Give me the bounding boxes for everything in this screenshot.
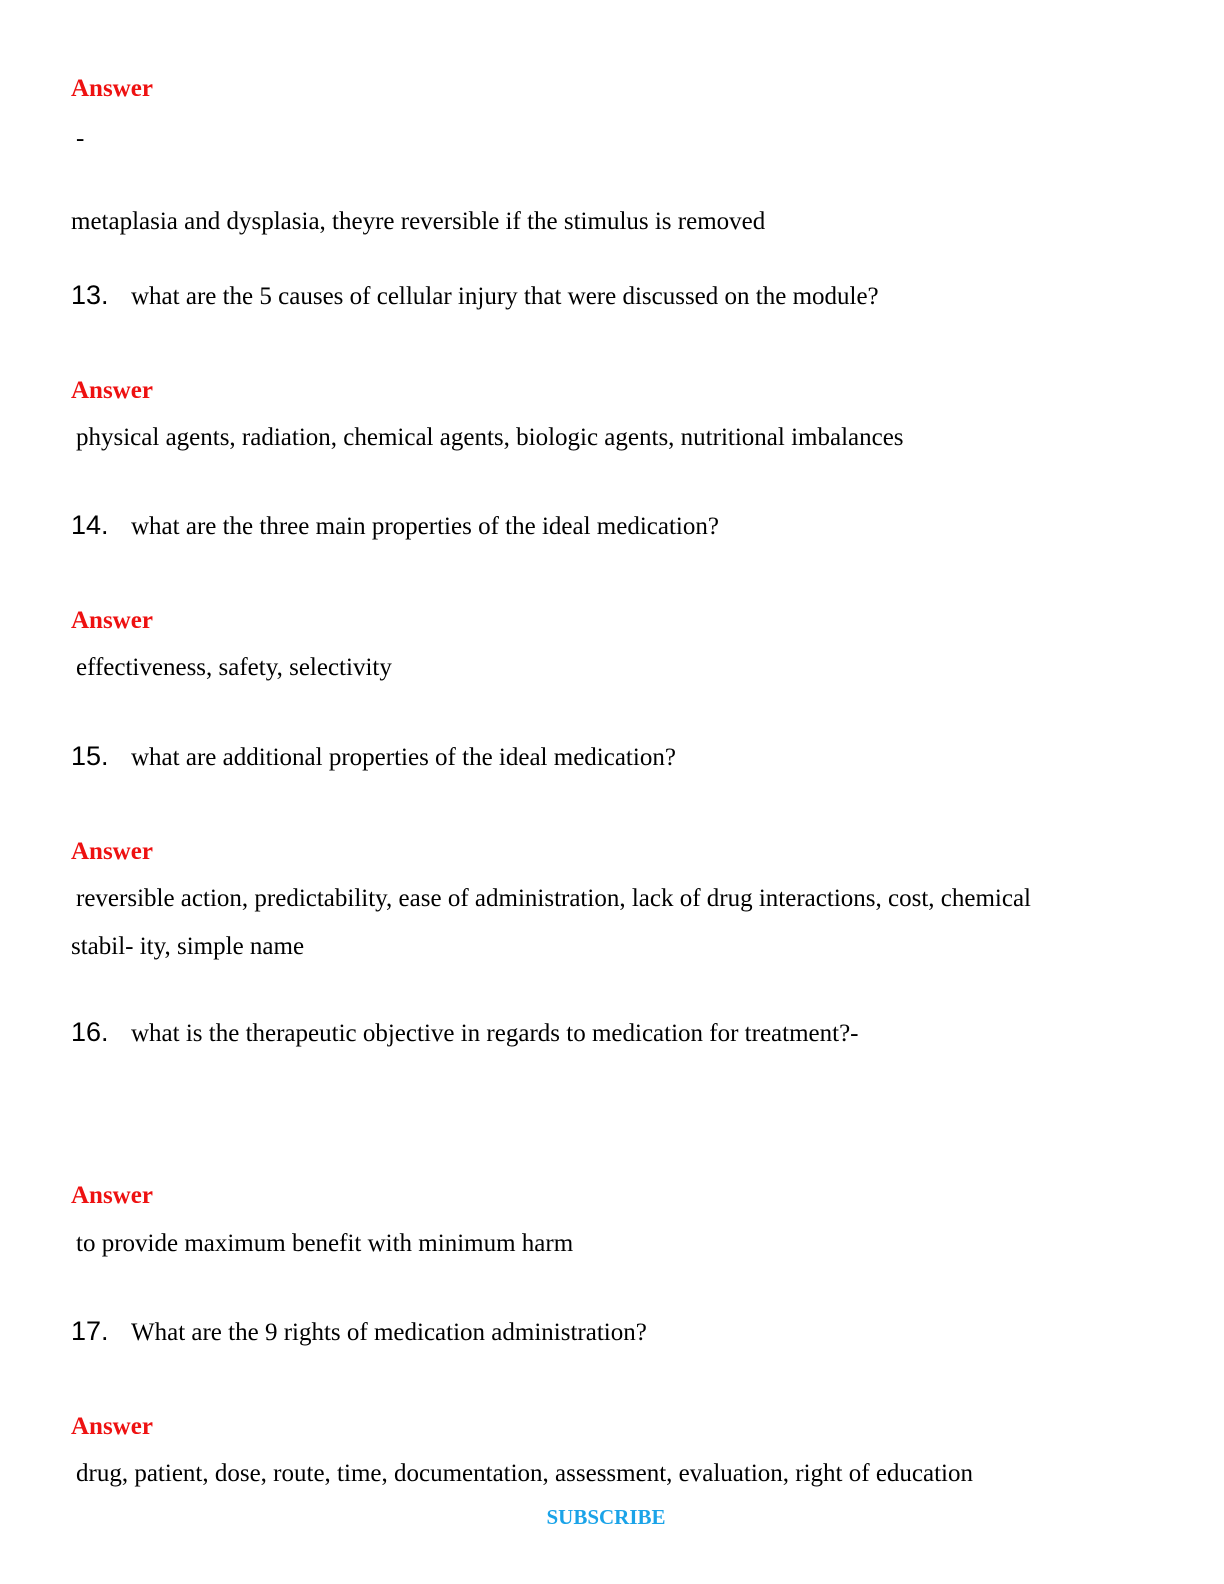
question-number: 15.	[71, 741, 109, 771]
answer-text: drug, patient, dose, route, time, documentation, assessment, evaluation, right of education	[76, 1460, 973, 1487]
question-16	[71, 1017, 859, 1049]
answer-label: Answer	[71, 838, 153, 865]
answer-label: Answer	[71, 1413, 153, 1440]
answer-text: reversible action, predictability, ease of administration, lack of drug interactions, cost, chemical	[76, 885, 1031, 912]
subscribe-link[interactable]: SUBSCRIBE	[546, 1505, 666, 1529]
question-number: 14.	[71, 510, 109, 540]
answer-text: effectiveness, safety, selectivity	[76, 654, 392, 681]
answer-text: physical agents, radiation, chemical agents, biologic agents, nutritional imbalances	[76, 424, 904, 451]
question-number: 16.	[71, 1017, 109, 1047]
answer-label: Answer	[71, 377, 153, 404]
question-17	[71, 1316, 647, 1348]
question-number: 13.	[71, 280, 109, 310]
question-text: what is the therapeutic objective in regards to medication for treatment?-	[131, 1020, 859, 1047]
question-text: what are the 5 causes of cellular injury that were discussed on the module?	[131, 283, 879, 310]
answer-text: metaplasia and dysplasia, theyre reversible if the stimulus is removed	[71, 208, 766, 235]
answer-text: stabil- ity, simple name	[71, 933, 305, 960]
question-13	[71, 280, 879, 312]
answer-dash: -	[76, 125, 85, 152]
answer-label: Answer	[71, 1182, 153, 1209]
question-text: what are the three main properties of the ideal medication?	[131, 513, 719, 540]
question-14	[71, 510, 719, 542]
question-text: what are additional properties of the ideal medication?	[131, 744, 676, 771]
question-15	[71, 741, 676, 773]
question-number: 17.	[71, 1316, 109, 1346]
answer-label: Answer	[71, 607, 153, 634]
answer-label: Answer	[71, 75, 153, 102]
answer-text: to provide maximum benefit with minimum harm	[76, 1230, 574, 1257]
question-text: What are the 9 rights of medication administration?	[131, 1319, 647, 1346]
